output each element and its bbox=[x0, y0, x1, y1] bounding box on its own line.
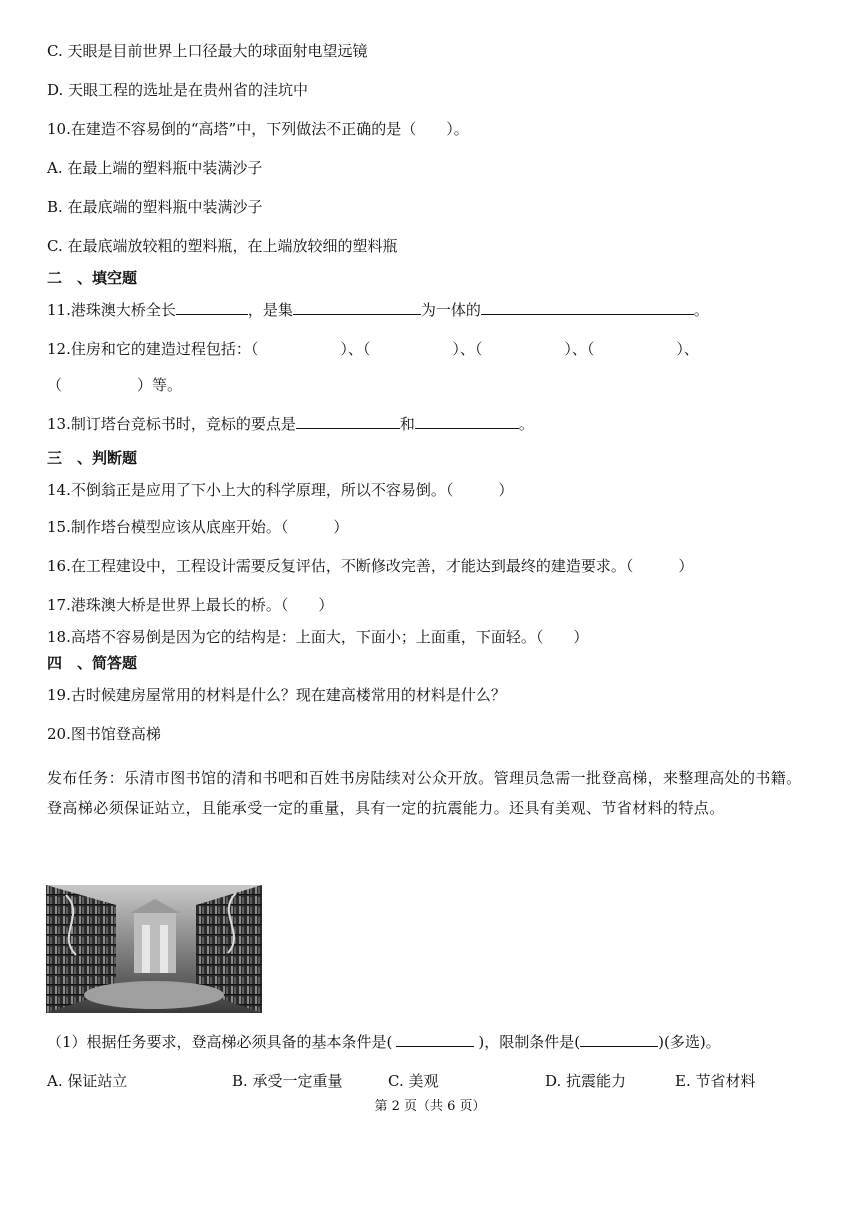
sub1-text-1: （1）根据任务要求，登高梯必须具备的基本条件是( bbox=[47, 1033, 393, 1051]
subquestion-1 bbox=[47, 1032, 721, 1052]
question-12 bbox=[47, 339, 699, 359]
question-15: 15.制作塔台模型应该从底座开始。（ ） bbox=[47, 518, 349, 536]
q13-blank-2[interactable] bbox=[415, 414, 519, 429]
question-12-line-2: （ ）等。 bbox=[47, 376, 183, 394]
question-17: 17.港珠澳大桥是世界上最长的桥。（ ） bbox=[47, 596, 334, 614]
sub1-text-3: )(多选)。 bbox=[658, 1033, 721, 1051]
option-c-sub1: C. 美观 bbox=[388, 1072, 439, 1090]
question-18: 18.高塔不容易倒是因为它的结构是：上面大，下面小；上面重，下面轻。（ ） bbox=[47, 628, 589, 646]
question-19: 19.古时候建房屋常用的材料是什么？现在建高楼常用的材料是什么？ bbox=[47, 686, 506, 704]
option-d-sub1: D. 抗震能力 bbox=[545, 1072, 627, 1090]
sub1-text-2: )，限制条件是( bbox=[478, 1033, 581, 1051]
q11-blank-2[interactable] bbox=[293, 300, 421, 315]
option-c-tianyan: C. 天眼是目前世界上口径最大的球面射电望远镜 bbox=[47, 42, 368, 60]
sub1-blank-1[interactable] bbox=[396, 1032, 474, 1047]
question-10: 10.在建造不容易倒的“高塔”中，下列做法不正确的是（ ）。 bbox=[47, 120, 469, 138]
q13-blank-1[interactable] bbox=[296, 414, 400, 429]
question-14: 14.不倒翁正是应用了下小上大的科学原理，所以不容易倒。（ ） bbox=[47, 481, 514, 499]
question-16: 16.在工程建设中，工程设计需要反复评估，不断修改完善，才能达到最终的建造要求。（ ） bbox=[47, 557, 694, 575]
option-b-q10: B. 在最底端的塑料瓶中装满沙子 bbox=[47, 198, 263, 216]
q13-text-1: 13.制订塔台竞标书时，竞标的要点是 bbox=[47, 415, 296, 433]
task-description: 发布任务：乐清市图书馆的清和书吧和百姓书房陆续对公众开放。管理员急需一批登高梯，来整理高处的书籍。登高梯必须保证站立，且能承受一定的重量，具有一定的抗震能力。还具有美观、节省材料的特点。 bbox=[47, 769, 802, 817]
section-fill-blank-heading: 二 、填空题 bbox=[47, 269, 138, 287]
q11-text-3: 为一体的 bbox=[420, 301, 481, 319]
sub1-blank-2[interactable] bbox=[580, 1032, 658, 1047]
section-judge-heading: 三 、判断题 bbox=[47, 449, 138, 467]
option-a-sub1: A. 保证站立 bbox=[47, 1072, 128, 1090]
library-photo bbox=[46, 885, 262, 1013]
question-20: 20.图书馆登高梯 bbox=[47, 725, 161, 743]
q12-text-4: ）、（ bbox=[564, 340, 595, 358]
option-a-q10: A. 在最上端的塑料瓶中装满沙子 bbox=[47, 159, 263, 177]
q11-blank-1[interactable] bbox=[176, 300, 248, 315]
q13-text-3: 。 bbox=[518, 415, 534, 433]
library-shelves-image bbox=[46, 885, 262, 1013]
q11-text-2: ，是集 bbox=[247, 301, 293, 319]
q11-blank-3[interactable] bbox=[481, 300, 694, 315]
question-13 bbox=[47, 414, 534, 434]
option-b-sub1: B. 承受一定重量 bbox=[232, 1072, 343, 1090]
q12-text-2: ）、（ bbox=[340, 340, 371, 358]
page-footer: 第 2 页（共 6 页） bbox=[374, 1099, 486, 1114]
section-short-answer-heading: 四 、简答题 bbox=[47, 654, 138, 672]
q11-text-1: 11.港珠澳大桥全长 bbox=[47, 301, 176, 319]
option-d-tianyan: D. 天眼工程的选址是在贵州省的洼坑中 bbox=[47, 81, 309, 99]
q11-text-4: 。 bbox=[693, 301, 709, 319]
q12-text-3: ）、（ bbox=[452, 340, 483, 358]
option-e-sub1: E. 节省材料 bbox=[675, 1072, 756, 1090]
option-c-q10: C. 在最底端放较粗的塑料瓶，在上端放较细的塑料瓶 bbox=[47, 237, 398, 255]
q12-text-1: 12.住房和它的建造过程包括：（ bbox=[47, 340, 259, 358]
q12-text-5: ）、 bbox=[676, 340, 699, 358]
q13-text-2: 和 bbox=[399, 415, 415, 433]
question-11 bbox=[47, 300, 709, 320]
